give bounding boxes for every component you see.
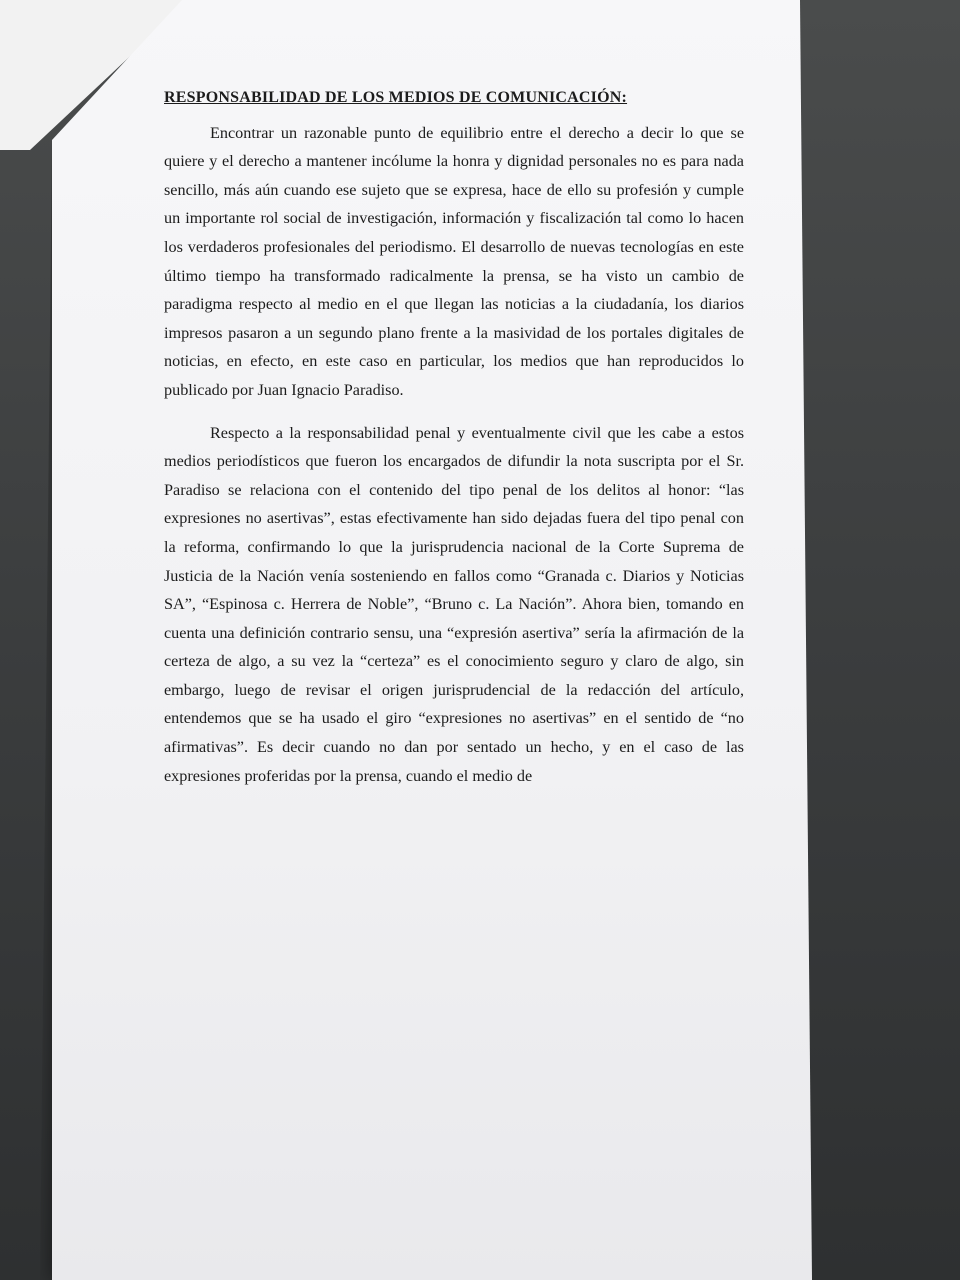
paragraph-1: Encontrar un razonable punto de equilibrio entre el derecho a decir lo que se quiere y el derecho a mantener incólume la honra y dignidad personales no es para nada sencillo, más aún cuando ese sujeto que se expresa, hace de ello su profesión y cumple un importante rol social de investigación, información y fiscalización tal como lo hacen los verdaderos profesionales del periodismo. El desarrollo de nuevas tecnologías en este último tiempo ha transformado radicalmente la prensa, se ha visto un cambio de paradigma respecto al medio en el que llegan las noticias a la ciudadanía, los diarios impresos pasaron a un segundo plano frente a la masividad de los portales digitales de noticias, en efecto, en este caso en particular, los medios que han reproducidos lo publicado por Juan Ignacio Paradiso. bbox=[164, 123, 744, 399]
paragraph-2: Respecto a la responsabilidad penal y eventualmente civil que les cabe a estos medios periodísticos que fueron los encargados de difundir la nota suscripta por el Sr. Paradiso se relaciona con el contenido del tipo penal de los delitos al honor: “las expresiones no asertivas”, estas efectivamente han sido dejadas fuera del tipo penal con la reforma, confirmando lo que la jurisprudencia nacional de la Corte Suprema de Justicia de la Nación venía sosteniendo en fallos como “Granada c. Diarios y Noticias SA”, “Espinosa c. Herrera de Noble”, “Bruno c. La Nación”. Ahora bien, tomando en cuenta una definición contrario sensu, una “expresión asertiva” sería la afirmación de la certeza de algo, a su vez la “certeza” es el conocimiento seguro y claro de algo, sin embargo, luego de revisar el origen jurisprudencial de la redacción del artículo, entendemos que se ha usado el giro “expresiones no asertivas” en el sentido de “no afirmativas”. Es decir cuando no dan por sentado un hecho, y en el caso de las expresiones proferidas por la prensa, cuando el medio de bbox=[164, 423, 744, 785]
document-body bbox=[164, 84, 744, 804]
document-title: RESPONSABILIDAD DE LOS MEDIOS DE COMUNICACIÓN: bbox=[164, 89, 628, 106]
